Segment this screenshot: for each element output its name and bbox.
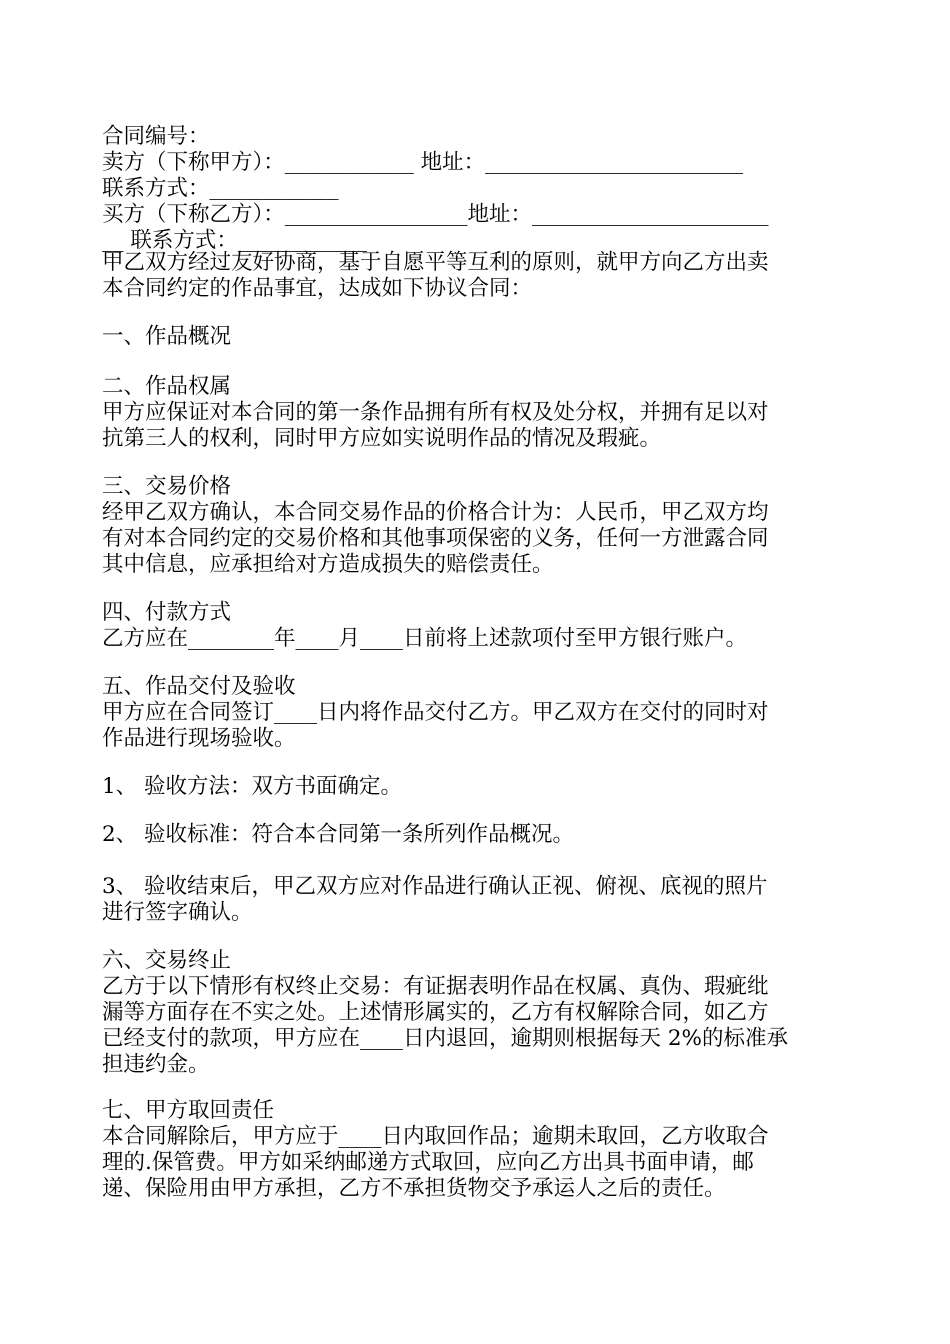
list-item: 1、 验收方法：双方书面确定。 [102,774,403,799]
section-body-line: 其中信息，应承担给对方造成损失的赔偿责任。 [102,552,554,577]
section-title: 四、付款方式 [102,600,232,625]
list-item: 2、 验收标准：符合本合同第一条所列作品概况。 [102,822,575,847]
section-title: 二、作品权属 [102,374,232,399]
section-body-line: 经甲乙双方确认，本合同交易作品的价格合计为：人民币，甲乙双方均 [102,500,769,525]
section-body-line: 抗第三人的权利，同时甲方应如实说明作品的情况及瑕疵。 [102,426,662,451]
section-title: 三、交易价格 [102,474,232,499]
section-body-line: 甲方应保证对本合同的第一条作品拥有所有权及处分权，并拥有足以对 [102,400,769,425]
seller-contact-line: 联系方式：____________ [102,176,339,201]
section-body-line: 乙方于以下情形有权终止交易：有证据表明作品在权属、真伪、瑕疵纰 [102,974,769,999]
section-body-line: 有对本合同约定的交易价格和其他事项保密的义务，任何一方泄露合同 [102,526,769,551]
buyer-contact-line: __ 联系方式：____________ [102,228,367,253]
seller-line: 卖方（下称甲方）：____________ 地址：________________________ [102,150,744,175]
section-title: 五、作品交付及验收 [102,674,296,699]
section-body-line: 递、保险用由甲方承担，乙方不承担货物交予承运人之后的责任。 [102,1176,726,1201]
contract-number-label: 合同编号： [102,124,210,149]
list-item: 进行签字确认。 [102,900,253,925]
section-body-line: 担违约金。 [102,1052,210,1077]
section-body-line: 漏等方面存在不实之处。上述情形属实的，乙方有权解除合同，如乙方 [102,1000,769,1025]
section-body-line: 理的.保管费。甲方如采纳邮递方式取回，应向乙方出具书面申请，邮 [102,1150,754,1175]
intro-line: 本合同约定的作品事宜，达成如下协议合同： [102,276,533,301]
section-body-line: 已经支付的款项，甲方应在____日内退回，逾期则根据每天 2%的标准承 [102,1026,788,1051]
intro-line: 甲乙双方经过友好协商，基于自愿平等互利的原则，就甲方向乙方出卖 [102,250,769,275]
section-body-line: 作品进行现场验收。 [102,726,296,751]
section-title: 一、作品概况 [102,324,232,349]
section-title: 七、甲方取回责任 [102,1098,275,1123]
section-body-line: 甲方应在合同签订____日内将作品交付乙方。甲乙双方在交付的同时对 [102,700,769,725]
section-body-line: 本合同解除后，甲方应于____日内取回作品；逾期未取回，乙方收取合 [102,1124,769,1149]
buyer-line: 买方（下称乙方）：_________________地址：______________________ [102,202,769,227]
section-title: 六、交易终止 [102,948,232,973]
list-item: 3、 验收结束后，甲乙双方应对作品进行确认正视、俯视、底视的照片 [102,874,768,899]
section-body-line: 乙方应在________年____月____日前将上述款项付至甲方银行账户。 [102,626,748,651]
